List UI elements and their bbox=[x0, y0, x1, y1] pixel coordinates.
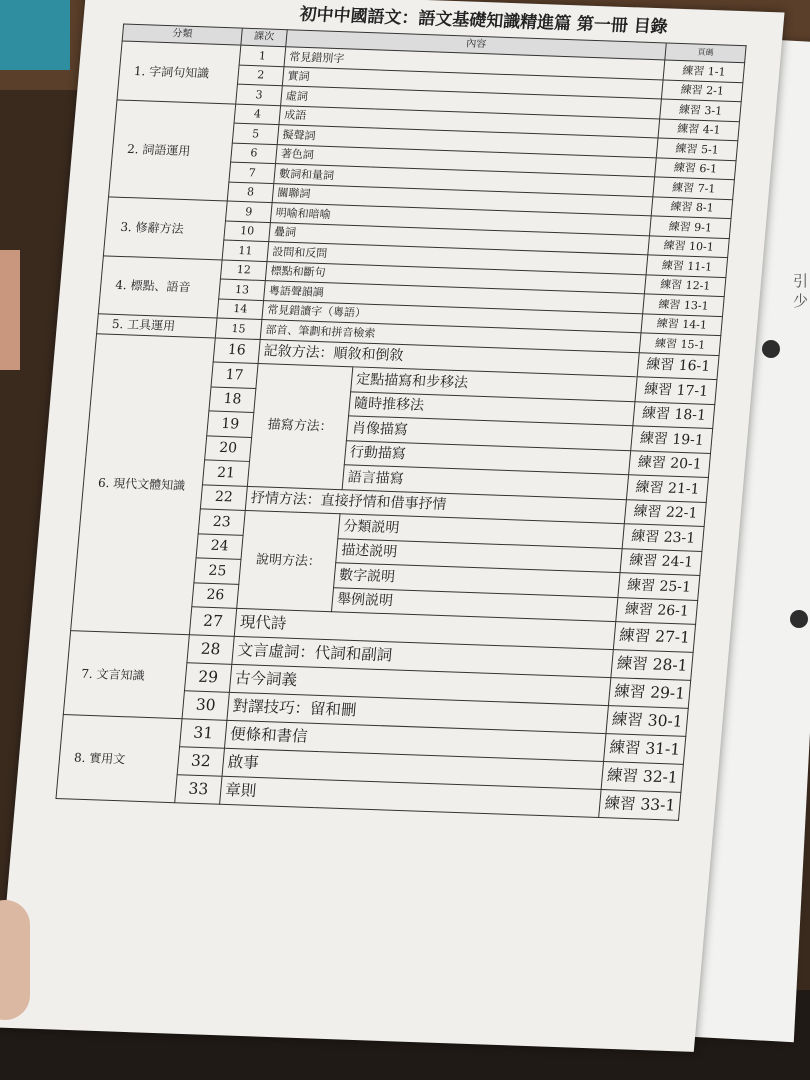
lesson-number: 3 bbox=[236, 84, 283, 105]
lesson-number: 33 bbox=[175, 775, 222, 805]
exercise-page: 練習 25-1 bbox=[618, 573, 700, 600]
exercise-page: 練習 27-1 bbox=[614, 622, 696, 653]
category-cell: 2. 詞語運用 bbox=[109, 99, 236, 201]
binder-hole bbox=[762, 340, 780, 358]
exercise-page: 練習 23-1 bbox=[622, 524, 704, 551]
exercise-page: 練習 30-1 bbox=[606, 706, 688, 737]
category-cell: 4. 標點、語音 bbox=[98, 255, 222, 318]
exercise-page: 練習 20-1 bbox=[629, 450, 711, 477]
lesson-title: 記敘方法：順敘和倒敘 bbox=[258, 339, 639, 377]
lesson-number: 17 bbox=[211, 362, 258, 388]
lesson-title: 常見錯別字 bbox=[284, 47, 665, 80]
lesson-number: 26 bbox=[192, 582, 239, 608]
exercise-page: 練習 26-1 bbox=[616, 597, 698, 624]
category-cell: 8. 實用文 bbox=[56, 715, 182, 803]
exercise-page: 練習 28-1 bbox=[611, 650, 693, 681]
lesson-title: 行動描寫 bbox=[344, 440, 631, 474]
lesson-title: 明喻和暗喻 bbox=[270, 203, 651, 236]
lesson-title: 數詞和量詞 bbox=[274, 164, 655, 197]
page-title: 初中中國語文：語文基礎知識精進篇 第一冊 目錄 bbox=[298, 4, 669, 38]
lesson-title: 疊詞 bbox=[269, 222, 650, 255]
subgroup-label: 描寫方法： bbox=[247, 364, 352, 490]
subgroup-label: 說明方法： bbox=[237, 510, 340, 611]
exercise-page: 練習 15-1 bbox=[640, 333, 721, 355]
lesson-number: 19 bbox=[207, 411, 254, 437]
lesson-number: 1 bbox=[239, 45, 286, 66]
lesson-number: 15 bbox=[215, 318, 262, 339]
lesson-number: 18 bbox=[209, 386, 256, 412]
header-category: 分類 bbox=[122, 24, 242, 45]
exercise-page: 練習 29-1 bbox=[609, 678, 691, 709]
lesson-title: 常見錯讀字（粵語） bbox=[262, 300, 643, 333]
exercise-page: 練習 22-1 bbox=[625, 499, 707, 526]
lesson-number: 30 bbox=[182, 691, 229, 721]
lesson-number: 8 bbox=[227, 182, 274, 203]
thumb bbox=[0, 900, 30, 1020]
lesson-title: 便條和書信 bbox=[224, 720, 606, 761]
lesson-title: 標點和斷句 bbox=[265, 261, 646, 294]
lesson-title: 粵語聲韻調 bbox=[264, 281, 645, 314]
lesson-number: 23 bbox=[198, 509, 245, 535]
exercise-page: 練習 1-1 bbox=[663, 60, 744, 82]
lesson-number: 25 bbox=[194, 558, 241, 584]
lesson-title: 現代詩 bbox=[234, 608, 616, 649]
exercise-page: 練習 11-1 bbox=[646, 255, 727, 277]
header-lesson: 課次 bbox=[241, 28, 287, 47]
exercise-page: 練習 3-1 bbox=[660, 99, 741, 121]
category-cell: 5. 工具運用 bbox=[97, 314, 217, 338]
exercise-page: 練習 17-1 bbox=[635, 377, 717, 404]
lesson-title: 實詞 bbox=[282, 66, 663, 99]
lesson-title: 分類説明 bbox=[338, 514, 625, 548]
lesson-title: 隨時推移法 bbox=[349, 391, 636, 425]
exercise-page: 練習 10-1 bbox=[648, 235, 729, 257]
exercise-page: 練習 21-1 bbox=[627, 475, 709, 502]
lesson-title: 舉例説明 bbox=[331, 587, 618, 621]
adjacent-page-text: 少 bbox=[793, 292, 809, 310]
exercise-page: 練習 4-1 bbox=[658, 118, 739, 140]
exercise-page: 練習 24-1 bbox=[620, 548, 702, 575]
lesson-number: 11 bbox=[222, 240, 269, 261]
lesson-number: 6 bbox=[231, 143, 278, 164]
lesson-title: 語言描寫 bbox=[342, 465, 629, 499]
exercise-page: 練習 9-1 bbox=[650, 216, 731, 238]
lesson-number: 28 bbox=[187, 635, 234, 665]
lesson-number: 22 bbox=[200, 484, 247, 510]
lesson-title: 著色詞 bbox=[276, 144, 657, 177]
adjacent-page-text: 引 bbox=[793, 272, 809, 290]
background-left-object bbox=[0, 250, 20, 370]
exercise-page: 練習 14-1 bbox=[641, 313, 722, 335]
lesson-title: 古今詞義 bbox=[229, 664, 611, 705]
lesson-number: 21 bbox=[202, 460, 249, 486]
exercise-page: 練習 5-1 bbox=[657, 138, 738, 160]
lesson-number: 4 bbox=[234, 104, 281, 125]
lesson-title: 文言虛詞：代詞和副詞 bbox=[232, 636, 614, 677]
lesson-title: 定點描寫和步移法 bbox=[351, 367, 638, 401]
header-exercise: 頁碼 bbox=[665, 43, 746, 63]
lesson-number: 16 bbox=[213, 337, 260, 363]
exercise-page: 練習 2-1 bbox=[662, 79, 743, 101]
header-content: 內容 bbox=[286, 30, 667, 60]
lesson-title: 描述説明 bbox=[336, 538, 623, 572]
lesson-title: 肖像描寫 bbox=[346, 416, 633, 450]
exercise-page: 練習 32-1 bbox=[601, 762, 683, 793]
lesson-number: 27 bbox=[189, 607, 236, 637]
exercise-page: 練習 12-1 bbox=[645, 274, 726, 296]
lesson-number: 2 bbox=[237, 65, 284, 86]
lesson-number: 20 bbox=[205, 435, 252, 461]
lesson-title: 關聯詞 bbox=[272, 183, 653, 216]
exercise-page: 練習 8-1 bbox=[651, 196, 732, 218]
lesson-number: 32 bbox=[177, 747, 224, 777]
category-cell: 6. 現代文體知識 bbox=[71, 333, 216, 634]
table-of-contents bbox=[55, 23, 746, 820]
lesson-number: 10 bbox=[224, 221, 271, 242]
lesson-number: 7 bbox=[229, 162, 276, 183]
lesson-title: 抒情方法：直接抒情和借事抒情 bbox=[245, 486, 626, 524]
lesson-number: 5 bbox=[232, 123, 279, 144]
lesson-title: 擬聲詞 bbox=[277, 125, 658, 158]
lesson-title: 虛詞 bbox=[281, 86, 662, 119]
binder-hole bbox=[790, 610, 808, 628]
exercise-page: 練習 33-1 bbox=[599, 790, 681, 821]
lesson-title: 成語 bbox=[279, 105, 660, 138]
exercise-page: 練習 7-1 bbox=[653, 177, 734, 199]
exercise-page: 練習 16-1 bbox=[637, 352, 719, 379]
lesson-title: 數字説明 bbox=[334, 563, 621, 597]
exercise-page: 練習 18-1 bbox=[633, 401, 715, 428]
lesson-number: 29 bbox=[184, 663, 231, 693]
lesson-number: 12 bbox=[220, 260, 267, 281]
exercise-page: 練習 6-1 bbox=[655, 157, 736, 179]
lesson-number: 13 bbox=[219, 279, 266, 300]
background-teal-object bbox=[0, 0, 70, 70]
lesson-title: 部首、筆劃和拼音檢索 bbox=[260, 320, 641, 353]
exercise-page: 練習 19-1 bbox=[631, 426, 713, 453]
exercise-page: 練習 13-1 bbox=[643, 294, 724, 316]
category-cell: 1. 字詞句知識 bbox=[117, 41, 241, 104]
lesson-number: 14 bbox=[217, 298, 264, 319]
lesson-title: 對譯技巧：留和刪 bbox=[227, 692, 609, 733]
lesson-title: 設問和反問 bbox=[267, 242, 648, 275]
exercise-page: 練習 31-1 bbox=[604, 734, 686, 765]
table-body bbox=[56, 41, 745, 820]
category-cell: 7. 文言知識 bbox=[63, 631, 189, 719]
lesson-title: 章則 bbox=[220, 776, 602, 817]
lesson-number: 31 bbox=[180, 719, 227, 749]
lesson-number: 9 bbox=[226, 201, 273, 222]
category-cell: 3. 修辭方法 bbox=[103, 197, 227, 260]
lesson-title: 啟事 bbox=[222, 748, 604, 789]
lesson-number: 24 bbox=[196, 533, 243, 559]
